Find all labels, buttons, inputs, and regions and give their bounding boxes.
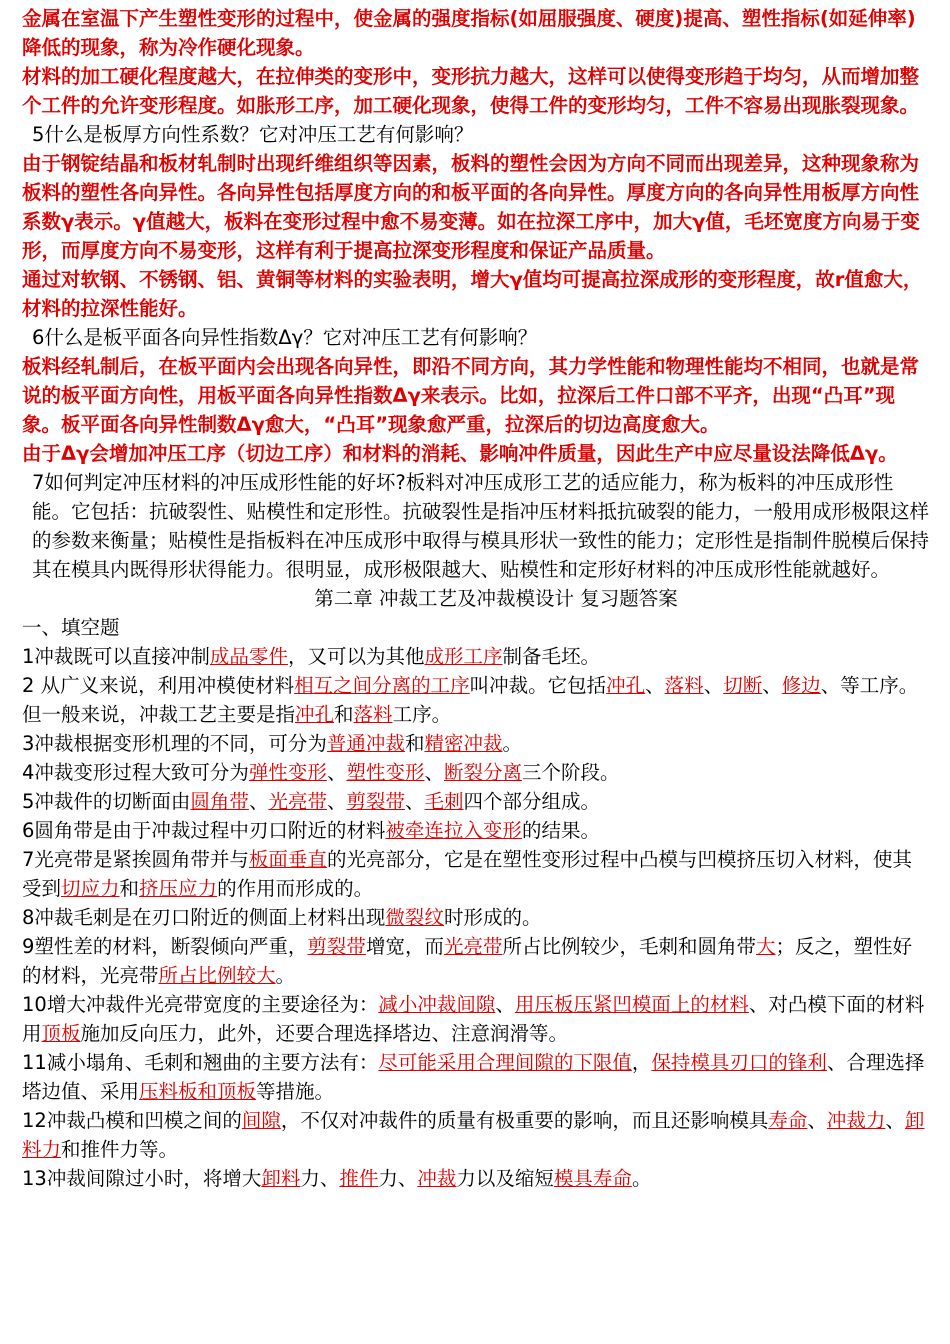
item-text: 工序。	[392, 703, 452, 726]
item-text: ，	[631, 1051, 652, 1074]
item-text: 力以及缩短	[456, 1167, 554, 1190]
item-text: 和推件力等。	[61, 1138, 179, 1161]
blank-answer: 寿命	[768, 1109, 808, 1132]
item-text: 、	[424, 761, 444, 784]
blank-answer: 光亮带	[268, 790, 327, 813]
blank-item	[22, 729, 930, 758]
blank-item	[22, 903, 930, 932]
answers-section	[22, 4, 930, 584]
blank-answer: 普通冲裁	[326, 732, 405, 755]
blank-item	[22, 1164, 930, 1193]
question-paragraph: 6什么是板平面各向异性指数Δγ？它对冲压工艺有何影响？	[32, 326, 538, 349]
item-text: ，又可以为其他	[287, 645, 425, 668]
blank-answer: 成品零件	[209, 645, 288, 668]
item-text: 。	[631, 1167, 652, 1190]
blank-answer: 板面垂直	[248, 848, 327, 871]
answer-paragraph: 由于Δγ会增加冲压工序（切边工序）和材料的消耗、影响冲件质量，因此生产中应尽量设法降低Δγ。	[22, 442, 898, 465]
blank-answer: 相互之间分离的工序	[294, 674, 470, 697]
blank-item	[22, 1106, 930, 1164]
blank-answer: 毛刺	[424, 790, 464, 813]
item-text: 、	[495, 993, 515, 1016]
blank-answer: 精密冲裁	[424, 732, 503, 755]
item-text: 。	[275, 964, 296, 987]
blank-item	[22, 671, 930, 729]
blank-answer: 挤压应力	[139, 877, 218, 900]
item-text: 7光亮带是紧挨圆角带并与	[22, 848, 249, 871]
item-text: 9塑性差的材料，断裂倾向严重，	[22, 935, 308, 958]
item-text: 、	[248, 790, 269, 813]
blank-answer: 推件	[339, 1167, 379, 1190]
answer-paragraph: 板料经轧制后，在板平面内会出现各向异性，即沿不同方向，其力学性能和物理性能均不相同，也就是常说的板平面方向性，用板平面各向异性指数Δγ来表示。比如，拉深后工件口部不平齐，出现“凸耳”现象。板平面各向异性制数Δγ愈大，“凸耳”现象愈严重，拉深后的切边高度愈大。	[22, 355, 920, 436]
item-text: 、	[703, 674, 724, 697]
blank-answer: 圆角带	[190, 790, 249, 813]
blank-answer: 用压板压紧凹模面上的材料	[514, 993, 749, 1016]
item-text: 2 从广义来说，利用冲模使材料	[22, 674, 295, 697]
blank-answer: 微裂纹	[385, 906, 444, 929]
blank-answer: 落料	[353, 703, 393, 726]
fill-blank-list	[22, 642, 930, 1193]
blank-item	[22, 990, 930, 1048]
item-text: 11减小塌角、毛刺和翘曲的主要方法有：	[22, 1051, 379, 1074]
item-text: 8冲裁毛刺是在刃口附近的侧面上材料出现	[22, 906, 386, 929]
question-paragraph: 7如何判定冲压材料的冲压成形性能的好坏?板料对冲压成形工艺的适应能力，称为板料的冲压成形性能。它包括：抗破裂性、贴模性和定形性。抗破裂性是指冲压材料抵抗破裂的能力，一般用成形极限这样的参数来衡量；贴模性是指板料在冲压成形中取得与模具形状一致性的能力；定形性是指制件脱模后保持其在模具内既得形状得能力。很明显，成形极限越大、贴模性和定形好材料的冲压成形性能就越好。	[32, 471, 930, 581]
item-text: 5冲裁件的切断面由	[22, 790, 191, 813]
blank-answer: 弹性变形	[248, 761, 327, 784]
blank-answer: 卸料	[261, 1167, 301, 1190]
blank-answer: 落料	[664, 674, 704, 697]
blank-item	[22, 816, 930, 845]
blank-item	[22, 845, 930, 903]
blank-answer: 减小冲裁间隙	[378, 993, 496, 1016]
item-text: 13冲裁间隙过小时，将增大	[22, 1167, 262, 1190]
answer-paragraph: 由于钢锭结晶和板材轧制时出现纤维组织等因素，板料的塑性会因为方向不同而出现差异，这种现象称为板料的塑性各向异性。各向异性包括厚度方向的和板平面的各向异性。厚度方向的各向异性用板厚方向性系数γ表示。γ值越大，板料在变形过程中愈不易变薄。如在拉深工序中，加大γ值，毛坯宽度方向易于变形，而厚度方向不易变形，这样有利于提高拉深变形程度和保证产品质量。	[22, 152, 920, 262]
item-text: 力、	[300, 1167, 340, 1190]
item-text: 4冲裁变形过程大致可分为	[22, 761, 249, 784]
item-text: 叫冲裁。它包括	[469, 674, 607, 697]
item-text: 和	[119, 877, 140, 900]
blank-answer: 成形工序	[424, 645, 503, 668]
item-text: 三个阶段。	[522, 761, 620, 784]
item-text: 增宽，而	[365, 935, 444, 958]
item-text: 的结果。	[521, 819, 600, 842]
item-text: 、合理选择塔边值、采用	[22, 1051, 925, 1103]
answer-paragraph: 通过对软钢、不锈钢、铝、黄铜等材料的实验表明，增大γ值均可提高拉深成形的变形程度，故r值愈大，材料的拉深性能好。	[22, 268, 923, 320]
blank-answer: 切应力	[61, 877, 120, 900]
blank-answer: 保持模具刃口的锋利	[651, 1051, 827, 1074]
item-text: 、	[762, 674, 782, 697]
blank-answer: 尽可能采用合理间隙的下限值	[378, 1051, 632, 1074]
item-text: 1冲裁既可以直接冲制	[22, 645, 210, 668]
blank-answer: 冲裁	[417, 1167, 457, 1190]
blank-item	[22, 758, 930, 787]
item-text: 制备毛坯。	[502, 645, 600, 668]
item-text: 、	[326, 790, 347, 813]
item-text: ；反之，塑性好的材料，光亮带	[22, 935, 913, 987]
blank-item	[22, 932, 930, 990]
section-title: 一、填空题	[22, 616, 120, 639]
item-text: 施加反向压力，此外，还要合理选择塔边、注意润滑等。	[80, 1022, 569, 1045]
item-text: 3冲裁根据变形机理的不同，可分为	[22, 732, 327, 755]
item-text: 四个部分组成。	[463, 790, 601, 813]
item-text: 所占比例较少，毛刺和圆角带	[502, 935, 756, 958]
item-text: 、	[807, 1109, 827, 1132]
question-paragraph: 5什么是板厚方向性系数？它对冲压工艺有何影响？	[32, 123, 474, 146]
chapter-title: 第二章 冲裁工艺及冲裁模设计 复习题答案	[314, 587, 678, 610]
blank-answer: 压料板和顶板	[139, 1080, 257, 1103]
blank-answer: 断裂分离	[443, 761, 522, 784]
item-text: 、	[326, 761, 347, 784]
item-text: 时形成的。	[443, 906, 542, 929]
blank-answer: 冲孔	[295, 703, 335, 726]
item-text: 力、	[378, 1167, 418, 1190]
item-text: 、	[405, 790, 425, 813]
blank-answer: 大	[755, 935, 776, 958]
item-text: 6圆角带是由于冲裁过程中刃口附近的材料	[22, 819, 386, 842]
blank-answer: 冲孔	[606, 674, 646, 697]
item-text: 、	[645, 674, 665, 697]
item-text: 的作用而形成的。	[217, 877, 374, 900]
blank-answer: 冲裁力	[826, 1109, 886, 1132]
blank-answer: 所占比例较大	[158, 964, 276, 987]
item-text: 。	[502, 732, 522, 755]
blank-answer: 修边	[781, 674, 821, 697]
item-text: 的光亮部分，它是在塑性变形过程中凸模与凹模挤压切入材料，使其受到	[22, 848, 912, 900]
blank-answer: 卸料力	[22, 1109, 925, 1161]
blank-item	[22, 642, 930, 671]
blank-answer: 剪裂带	[307, 935, 366, 958]
item-text: ，不仅对冲裁件的质量有极重要的影响，而且还影响模具	[280, 1109, 769, 1132]
item-text: 10增大冲裁件光亮带宽度的主要途径为：	[22, 993, 379, 1016]
blank-answer: 塑性变形	[346, 761, 425, 784]
blank-item	[22, 1048, 930, 1106]
item-text: 、对凸模下面的材料用	[22, 993, 925, 1045]
item-text: 、等工序。但一般来说，冲裁工艺主要是指	[22, 674, 919, 726]
blank-answer: 间隙	[241, 1109, 281, 1132]
item-text: 12冲裁凸模和凹模之间的	[22, 1109, 242, 1132]
item-text: 和	[404, 732, 425, 755]
blank-answer: 顶板	[41, 1022, 81, 1045]
blank-item	[22, 787, 930, 816]
blank-answer: 切断	[723, 674, 763, 697]
item-text: 等措施。	[256, 1080, 335, 1103]
answer-paragraph: 金属在室温下产生塑性变形的过程中，使金属的强度指标(如屈服强度、硬度)提高、塑性指标(如延伸率)降低的现象，称为冷作硬化现象。	[22, 7, 916, 59]
blank-answer: 被牵连拉入变形	[385, 819, 522, 842]
item-text: 、	[885, 1109, 905, 1132]
blank-answer: 模具寿命	[553, 1167, 632, 1190]
blank-answer: 光亮带	[443, 935, 503, 958]
item-text: 和	[334, 703, 354, 726]
answer-paragraph: 材料的加工硬化程度越大，在拉伸类的变形中，变形抗力越大，这样可以使得变形趋于均匀，从而增加整个工件的允许变形程度。如胀形工序，加工硬化现象，使得工件的变形均匀，工件不容易出现胀裂现象。	[22, 65, 920, 117]
blank-answer: 剪裂带	[346, 790, 405, 813]
